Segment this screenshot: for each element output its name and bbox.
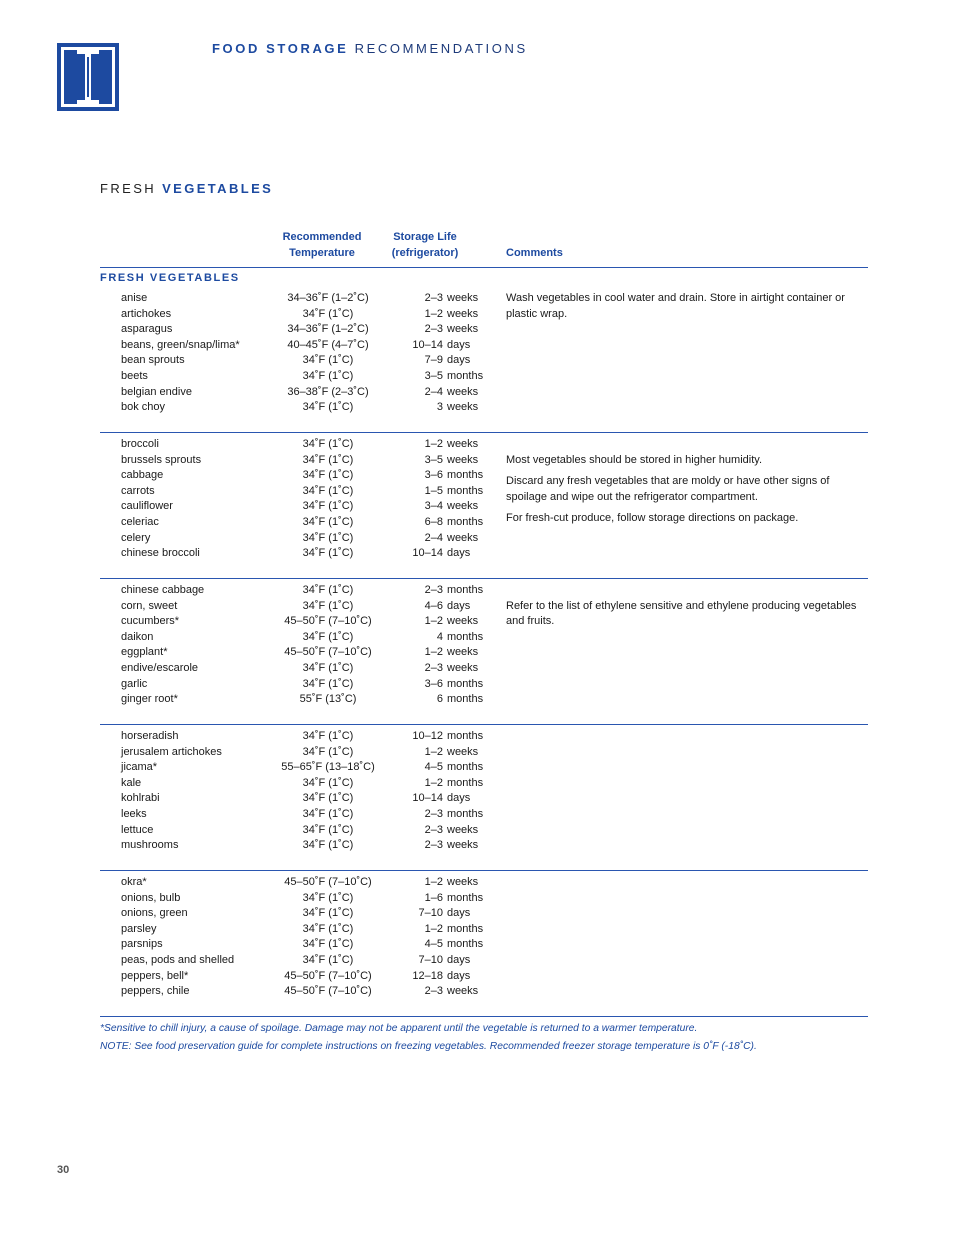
group-divider: [100, 870, 868, 871]
page-number: 30: [57, 1164, 70, 1176]
row-unit: weeks: [447, 646, 479, 659]
row-temp: 40–45˚F (4–7˚C): [287, 338, 369, 351]
row-unit: months: [447, 922, 484, 935]
row-life: 7–10: [418, 954, 443, 966]
row-temp: 34˚F (1˚C): [302, 354, 354, 367]
row-life: 1–2: [424, 646, 443, 659]
row-name: daikon: [121, 630, 154, 643]
section-title-bold: VEGETABLES: [162, 181, 274, 196]
row-name: asparagus: [121, 323, 173, 336]
row-life: 1–2: [424, 307, 443, 320]
row-life: 2–3: [424, 839, 443, 852]
row-life: 2–3: [424, 584, 443, 596]
row-life: 6: [436, 693, 443, 706]
row-life: 3–6: [424, 677, 443, 690]
row-name: chinese broccoli: [121, 547, 200, 560]
row-name: anise: [121, 292, 148, 304]
row-unit: months: [447, 891, 484, 904]
row-name: okra*: [121, 876, 147, 888]
row-temp: 45–50˚F (7–10˚C): [284, 615, 372, 628]
row-unit: weeks: [447, 531, 479, 544]
temp-head-line1: Recommended: [282, 231, 362, 243]
column-header-temperature: [272, 229, 372, 261]
row-unit: weeks: [447, 453, 479, 466]
row-unit: weeks: [447, 307, 479, 320]
row-name: peppers, chile: [121, 985, 190, 998]
row-name: parsley: [121, 922, 157, 935]
group-divider: [100, 578, 868, 579]
comment-paragraph: For fresh-cut produce, follow storage directions on package.: [506, 512, 799, 525]
row-name: carrots: [121, 484, 155, 497]
row-unit: days: [447, 907, 471, 920]
row-temp: 34˚F (1˚C): [302, 745, 354, 758]
row-name: kohlrabi: [121, 792, 160, 805]
row-name: cabbage: [121, 469, 164, 482]
row-unit: months: [447, 693, 484, 706]
row-unit: months: [447, 630, 484, 643]
row-life: 10–14: [412, 792, 443, 805]
row-name: leeks: [121, 808, 147, 820]
row-unit: months: [447, 808, 484, 820]
row-name: horseradish: [121, 730, 179, 742]
row-life: 10–14: [412, 547, 443, 560]
header-rest: RECOMMENDATIONS: [348, 41, 528, 56]
row-name: lettuce: [121, 823, 154, 836]
life-head-line2: (refrigerator): [391, 247, 459, 259]
row-temp: 34˚F (1˚C): [302, 677, 354, 690]
row-temp: 34˚F (1˚C): [302, 907, 354, 920]
comment-paragraph: Discard any fresh vegetables that are moldy or have other signs of spoilage and wipe out the refrigerator compartment.: [506, 475, 830, 503]
row-life: 1–2: [424, 776, 443, 789]
row-name: jicama*: [121, 761, 158, 774]
header-rule: [100, 267, 868, 268]
row-unit: weeks: [447, 745, 479, 758]
section-title-light: FRESH: [100, 181, 163, 196]
row-name: garlic: [121, 677, 148, 690]
header-bold: FOOD STORAGE: [212, 41, 349, 56]
row-unit: months: [447, 584, 484, 596]
row-unit: months: [447, 516, 484, 528]
row-unit: months: [447, 761, 484, 774]
row-temp: 45–50˚F (7–10˚C): [284, 646, 372, 659]
row-temp: 34˚F (1˚C): [302, 662, 354, 674]
row-life: 4: [436, 630, 443, 643]
row-temp: 34˚F (1˚C): [302, 630, 354, 643]
row-unit: weeks: [447, 323, 479, 336]
row-name: onions, green: [121, 907, 188, 920]
row-unit: days: [447, 354, 471, 367]
comment-paragraph: Most vegetables should be stored in higher humidity.: [506, 453, 762, 466]
row-name: kale: [121, 776, 142, 789]
brand-logo: [57, 43, 119, 111]
row-life: 2–3: [424, 662, 443, 674]
row-temp: 34–36˚F (1–2˚C): [287, 323, 369, 336]
row-unit: weeks: [447, 615, 479, 628]
row-life: 7–9: [424, 354, 443, 367]
row-name: parsnips: [121, 938, 163, 951]
row-life: 2–3: [424, 323, 443, 336]
row-name: cucumbers*: [121, 615, 180, 628]
row-unit: weeks: [447, 401, 479, 414]
row-life: 1–5: [424, 484, 443, 497]
group-divider: [100, 1016, 868, 1017]
row-temp: 34˚F (1˚C): [302, 370, 354, 382]
row-name: mushrooms: [121, 839, 179, 852]
row-unit: weeks: [447, 385, 479, 398]
temp-head-line2: Temperature: [289, 247, 355, 259]
row-temp: 34˚F (1˚C): [302, 307, 354, 320]
row-temp: 45–50˚F (7–10˚C): [284, 985, 372, 998]
row-unit: weeks: [447, 662, 479, 674]
row-temp: 34˚F (1˚C): [302, 792, 354, 805]
row-life: 4–5: [424, 938, 443, 951]
row-unit: months: [447, 938, 484, 951]
row-name: belgian endive: [121, 385, 192, 398]
row-temp: 34˚F (1˚C): [302, 484, 354, 497]
row-unit: days: [447, 954, 471, 966]
row-name: endive/escarole: [121, 662, 199, 674]
row-life: 4–5: [424, 761, 443, 774]
row-temp: 34˚F (1˚C): [302, 891, 354, 904]
row-unit: days: [447, 792, 471, 805]
row-name: corn, sweet: [121, 599, 178, 612]
row-life: 10–12: [412, 730, 443, 742]
row-temp: 45–50˚F (7–10˚C): [284, 876, 372, 888]
row-name: bean sprouts: [121, 354, 185, 367]
footnote-chill-injury: *Sensitive to chill injury, a cause of spoilage. Damage may not be apparent until the vegetable is returned to a warmer temperature.: [100, 1023, 698, 1034]
row-life: 6–8: [424, 516, 443, 528]
row-life: 2–4: [424, 531, 443, 544]
row-name: onions, bulb: [121, 891, 181, 904]
group-comment: [506, 291, 868, 328]
comment-paragraph: Refer to the list of ethylene sensitive and ethylene producing vegetables and fruits.: [506, 599, 857, 628]
group-divider: [100, 724, 868, 725]
row-temp: 34˚F (1˚C): [302, 839, 354, 852]
row-life: 3–5: [424, 453, 443, 466]
row-name: chinese cabbage: [121, 584, 205, 596]
row-unit: weeks: [447, 839, 479, 852]
row-life: 3–5: [424, 370, 443, 382]
row-unit: weeks: [447, 500, 479, 513]
row-life: 4–6: [424, 599, 443, 612]
comment-paragraph: Wash vegetables in cool water and drain. Store in airtight container or plastic wrap.: [506, 292, 845, 320]
footnote-freezing-note: NOTE: See food preservation guide for complete instructions on freezing vegetables. Recommended freezer storage temperature is 0˚F (-18˚C).: [100, 1041, 757, 1052]
row-life: 1–2: [424, 922, 443, 935]
row-life: 2–3: [424, 808, 443, 820]
row-life: 2–3: [424, 823, 443, 836]
row-unit: weeks: [447, 823, 479, 836]
group-comment: [506, 453, 868, 533]
page-header: [212, 41, 528, 56]
row-unit: days: [447, 338, 471, 351]
row-life: 1–2: [424, 745, 443, 758]
column-header-comments: Comments: [506, 247, 563, 259]
row-life: 12–18: [412, 969, 443, 982]
row-name: broccoli: [121, 438, 159, 450]
row-unit: days: [447, 969, 471, 982]
life-head-line1: Storage Life: [393, 231, 457, 243]
row-life: 1–2: [424, 615, 443, 628]
row-name: artichokes: [121, 307, 172, 320]
row-unit: weeks: [447, 438, 479, 450]
row-life: 2–3: [424, 985, 443, 998]
row-temp: 34˚F (1˚C): [302, 453, 354, 466]
row-temp: 34˚F (1˚C): [302, 547, 354, 560]
table-sub-label: FRESH VEGETABLES: [100, 272, 240, 284]
row-unit: weeks: [447, 876, 479, 888]
row-temp: 34˚F (1˚C): [302, 823, 354, 836]
row-temp: 34˚F (1˚C): [302, 516, 354, 528]
row-unit: days: [447, 599, 471, 612]
row-unit: months: [447, 776, 484, 789]
row-unit: months: [447, 730, 484, 742]
row-name: peas, pods and shelled: [121, 954, 235, 966]
row-unit: days: [447, 547, 471, 560]
row-life: 7–10: [418, 907, 443, 920]
row-name: brussels sprouts: [121, 453, 202, 466]
row-temp: 45–50˚F (7–10˚C): [284, 969, 372, 982]
row-temp: 34˚F (1˚C): [302, 401, 354, 414]
row-life: 1–6: [424, 891, 443, 904]
row-life: 1–2: [424, 876, 443, 888]
row-temp: 36–38˚F (2–3˚C): [287, 385, 369, 398]
row-name: celery: [121, 531, 151, 544]
row-life: 2–4: [424, 385, 443, 398]
row-temp: 55˚F (13˚C): [299, 693, 357, 706]
row-life: 3–6: [424, 469, 443, 482]
row-life: 10–14: [412, 338, 443, 351]
group-comment: [506, 599, 868, 636]
row-name: bok choy: [121, 401, 166, 414]
row-unit: months: [447, 677, 484, 690]
row-name: beans, green/snap/lima*: [121, 338, 240, 351]
row-temp: 34˚F (1˚C): [302, 500, 354, 513]
row-unit: months: [447, 370, 484, 382]
row-name: peppers, bell*: [121, 969, 189, 982]
row-name: celeriac: [121, 516, 159, 528]
row-unit: weeks: [447, 985, 479, 998]
row-temp: 34˚F (1˚C): [302, 922, 354, 935]
row-life: 1–2: [424, 438, 443, 450]
row-temp: 34˚F (1˚C): [302, 954, 354, 966]
row-temp: 34˚F (1˚C): [302, 531, 354, 544]
row-life: 2–3: [424, 292, 443, 304]
row-temp: 34˚F (1˚C): [302, 730, 354, 742]
row-temp: 34˚F (1˚C): [302, 438, 354, 450]
row-name: cauliflower: [121, 500, 173, 513]
row-life: 3–4: [424, 500, 443, 513]
row-temp: 34˚F (1˚C): [302, 584, 354, 596]
row-temp: 34–36˚F (1–2˚C): [287, 292, 369, 304]
row-unit: weeks: [447, 292, 479, 304]
group-divider: [100, 432, 868, 433]
row-name: jerusalem artichokes: [121, 745, 222, 758]
row-life: 3: [436, 401, 443, 414]
row-temp: 34˚F (1˚C): [302, 938, 354, 951]
section-title: [100, 181, 273, 196]
row-name: beets: [121, 370, 148, 382]
row-unit: months: [447, 469, 484, 482]
row-temp: 34˚F (1˚C): [302, 469, 354, 482]
row-unit: months: [447, 484, 484, 497]
row-temp: 34˚F (1˚C): [302, 776, 354, 789]
row-name: ginger root*: [121, 693, 178, 706]
row-temp: 55–65˚F (13–18˚C): [281, 761, 375, 774]
column-header-storage-life: [380, 229, 470, 261]
row-name: eggplant*: [121, 646, 168, 659]
row-temp: 34˚F (1˚C): [302, 808, 354, 820]
row-temp: 34˚F (1˚C): [302, 599, 354, 612]
